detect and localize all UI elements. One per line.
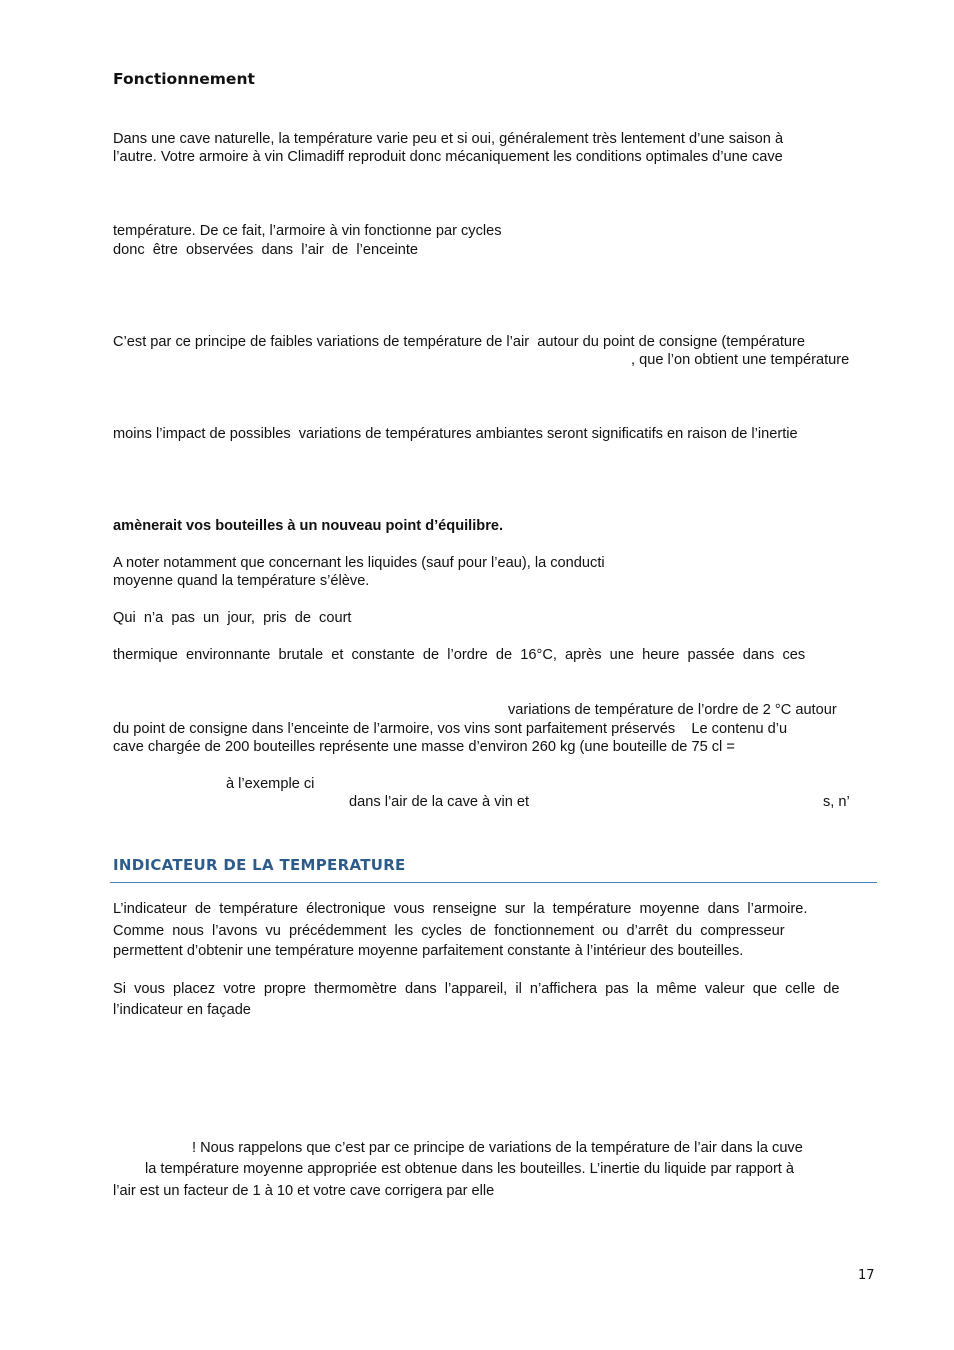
paragraph-line: , que l’on obtient une température — [631, 352, 850, 368]
bold-statement: amènerait vos bouteilles à un nouveau point d’équilibre. — [113, 518, 504, 534]
section-title-fonctionnement: Fonctionnement — [113, 70, 255, 88]
paragraph-line: Qui n’a pas un jour, pris de court — [113, 610, 352, 626]
paragraph-line: donc être observées dans l’air de l’enceinte — [113, 242, 419, 258]
page-number: 17 — [858, 1268, 875, 1283]
paragraph-line: thermique environnante brutale et constante de l’ordre de 16°C, après une heure passée dans ces — [113, 647, 806, 663]
paragraph-line: cave chargée de 200 bouteilles représente une masse d’environ 260 kg (une bouteille de 75 cl = — [113, 739, 735, 755]
paragraph-line: à l’exemple ci — [226, 776, 315, 792]
paragraph-line: moyenne quand la température s’élève. — [113, 573, 370, 589]
paragraph-line: ! Nous rappelons que c’est par ce principe de variations de la température de l’air dans la cuve — [192, 1140, 803, 1156]
paragraph-line: Comme nous l’avons vu précédemment les cycles de fonctionnement ou d’arrêt du compresseur — [113, 923, 785, 939]
paragraph-line: permettent d’obtenir une température moyenne parfaitement constante à l’intérieur des bouteilles. — [113, 943, 744, 959]
paragraph-line: Si vous placez votre propre thermomètre dans l’appareil, il n’affichera pas la même valeur que celle de — [113, 981, 840, 997]
paragraph-line: C’est par ce principe de faibles variations de température de l’air autour du point de consigne (température — [113, 334, 805, 350]
paragraph-line: température. De ce fait, l’armoire à vin fonctionne par cycles — [113, 223, 502, 239]
paragraph-line: A noter notamment que concernant les liquides (sauf pour l’eau), la conducti — [113, 555, 605, 571]
paragraph-line: moins l’impact de possibles variations de températures ambiantes seront significatifs en raison de l’inertie — [113, 426, 798, 442]
paragraph-line: Dans une cave naturelle, la température varie peu et si oui, généralement très lentement d’une saison à — [113, 131, 784, 147]
paragraph-line: dans l’air de la cave à vin et — [349, 794, 530, 810]
paragraph-line: l’indicateur en façade — [113, 1002, 251, 1018]
paragraph-line: l’air est un facteur de 1 à 10 et votre cave corrigera par elle — [113, 1183, 495, 1199]
paragraph-line: variations de température de l’ordre de 2 °C autour — [508, 702, 837, 718]
paragraph-line: du point de consigne dans l’enceinte de l’armoire, vos vins sont parfaitement préservés Le contenu d’u — [113, 721, 788, 737]
paragraph-line: L’indicateur de température électronique vous renseigne sur la température moyenne dans l’armoire. — [113, 901, 808, 917]
paragraph-line: s, n’ — [823, 794, 850, 810]
paragraph-line: l’autre. Votre armoire à vin Climadiff reproduit donc mécaniquement les conditions optimales d’une cave — [113, 149, 783, 165]
heading-underline — [110, 882, 877, 883]
paragraph-line: la température moyenne appropriée est obtenue dans les bouteilles. L’inertie du liquide par rapport à — [145, 1161, 795, 1177]
section-title-indicateur: INDICATEUR DE LA TEMPERATURE — [113, 856, 406, 874]
